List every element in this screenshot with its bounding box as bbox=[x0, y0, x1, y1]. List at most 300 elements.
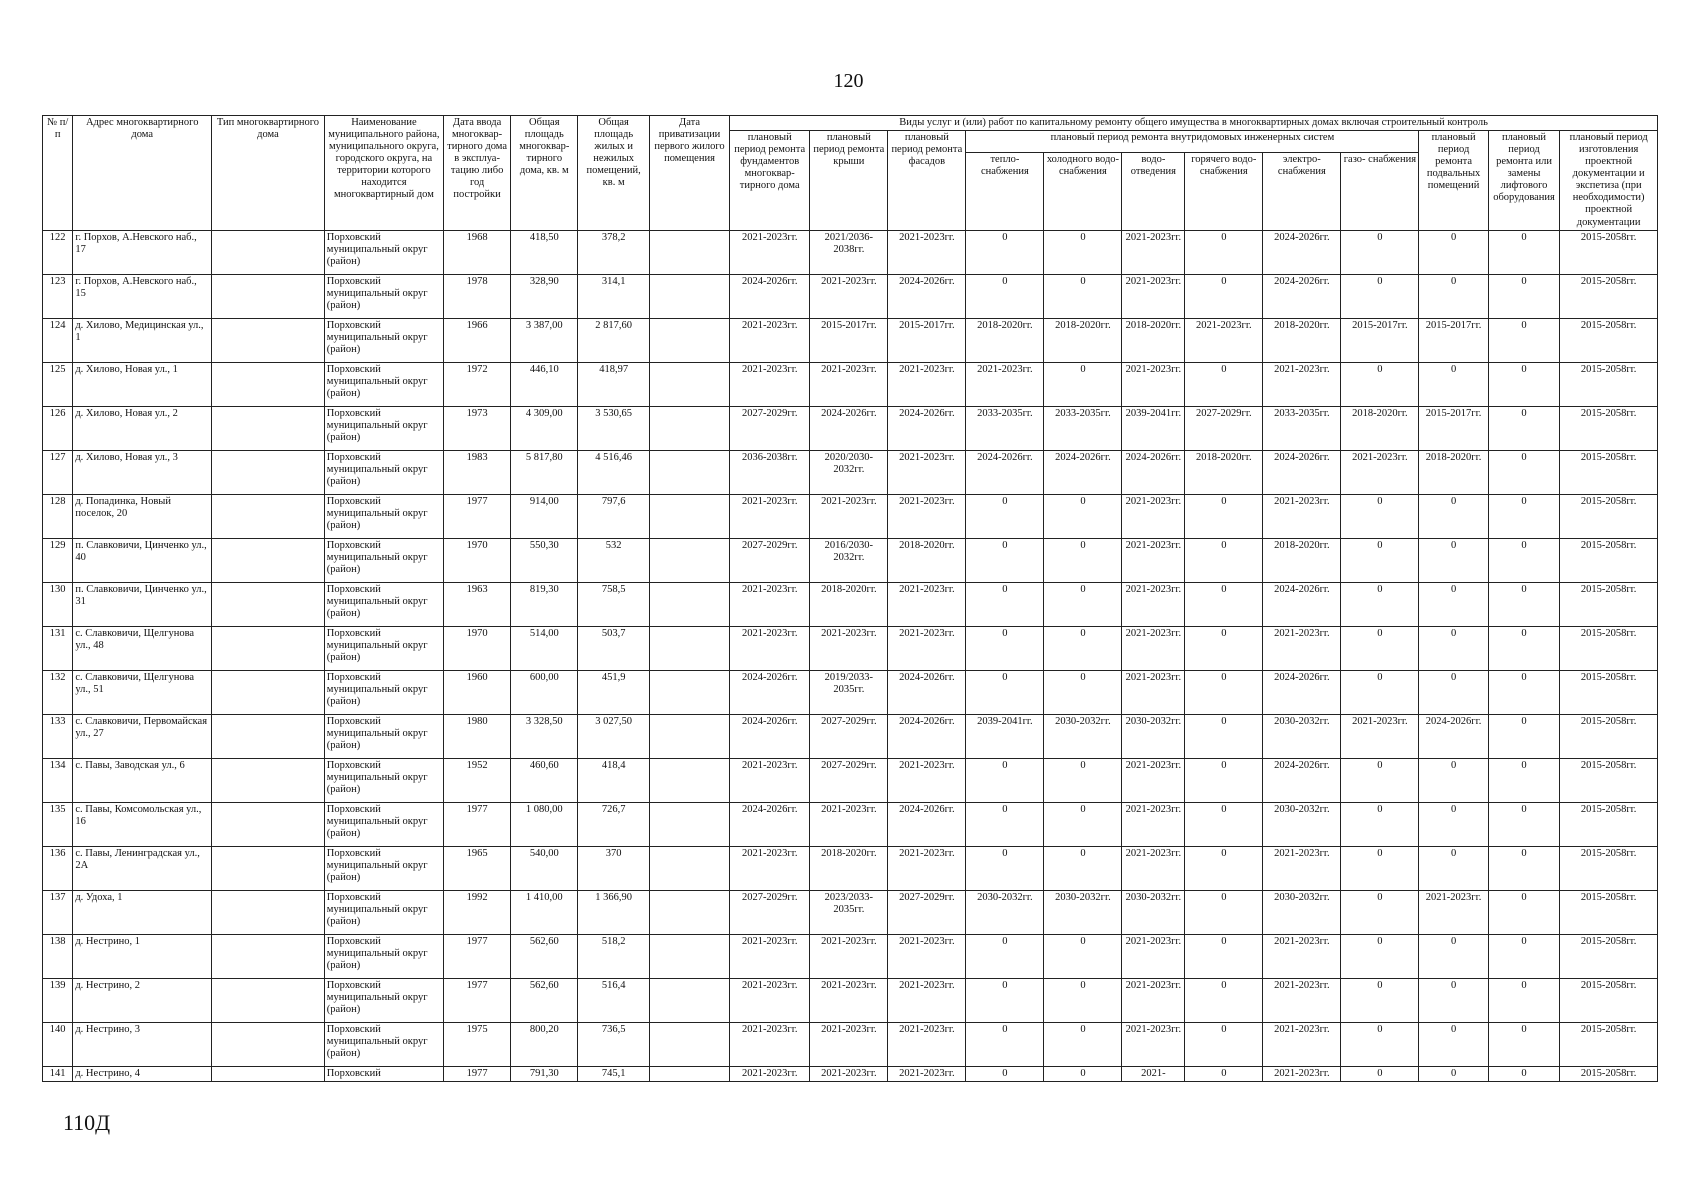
gas-cell: 2015-2017гг. bbox=[1341, 318, 1419, 362]
drainage-cell: 2030-2032гг. bbox=[1122, 890, 1185, 934]
hot-water-cell: 0 bbox=[1185, 538, 1263, 582]
gas-cell: 0 bbox=[1341, 538, 1419, 582]
year-cell: 1966 bbox=[444, 318, 511, 362]
facade-cell: 2024-2026гг. bbox=[888, 670, 966, 714]
roof-cell: 2021-2023гг. bbox=[810, 934, 888, 978]
district-cell: Порховский муниципальный округ (район) bbox=[324, 846, 443, 890]
living-area-cell: 726,7 bbox=[578, 802, 650, 846]
drainage-cell: 2021-2023гг. bbox=[1122, 538, 1185, 582]
basement-cell: 0 bbox=[1419, 362, 1488, 406]
facade-cell: 2021-2023гг. bbox=[888, 494, 966, 538]
header-gas: газо- снабжения bbox=[1341, 152, 1419, 230]
address-cell: п. Славковичи, Цинченко ул., 31 bbox=[73, 582, 212, 626]
year-cell: 1977 bbox=[444, 978, 511, 1022]
facade-cell: 2027-2029гг. bbox=[888, 890, 966, 934]
heat-cell: 0 bbox=[966, 626, 1044, 670]
cold-water-cell: 0 bbox=[1044, 934, 1122, 978]
hot-water-cell: 0 bbox=[1185, 582, 1263, 626]
project-docs-cell: 2015-2058гг. bbox=[1560, 582, 1658, 626]
electric-cell: 2030-2032гг. bbox=[1263, 890, 1341, 934]
row-number: 122 bbox=[43, 230, 73, 274]
electric-cell: 2021-2023гг. bbox=[1263, 494, 1341, 538]
electric-cell: 2021-2023гг. bbox=[1263, 978, 1341, 1022]
header-elevator: плановый период ремонта или замены лифтового оборудования bbox=[1488, 131, 1560, 231]
elevator-cell: 0 bbox=[1488, 802, 1560, 846]
foundation-cell: 2021-2023гг. bbox=[730, 1066, 810, 1081]
privatization-cell bbox=[649, 714, 729, 758]
district-cell: Порховский муниципальный округ (район) bbox=[324, 582, 443, 626]
project-docs-cell: 2015-2058гг. bbox=[1560, 802, 1658, 846]
hot-water-cell: 0 bbox=[1185, 802, 1263, 846]
foundation-cell: 2024-2026гг. bbox=[730, 714, 810, 758]
foundation-cell: 2021-2023гг. bbox=[730, 626, 810, 670]
header-num: № п/п bbox=[43, 116, 73, 231]
heat-cell: 0 bbox=[966, 1066, 1044, 1081]
roof-cell: 2020/2030-2032гг. bbox=[810, 450, 888, 494]
year-cell: 1977 bbox=[444, 494, 511, 538]
heat-cell: 0 bbox=[966, 230, 1044, 274]
hot-water-cell: 0 bbox=[1185, 670, 1263, 714]
living-area-cell: 1 366,90 bbox=[578, 890, 650, 934]
type-cell bbox=[212, 582, 325, 626]
elevator-cell: 0 bbox=[1488, 274, 1560, 318]
living-area-cell: 518,2 bbox=[578, 934, 650, 978]
hot-water-cell: 2021-2023гг. bbox=[1185, 318, 1263, 362]
row-number: 124 bbox=[43, 318, 73, 362]
footer-code: 110Д bbox=[63, 1110, 111, 1135]
district-cell: Порховский муниципальный округ (район) bbox=[324, 758, 443, 802]
foundation-cell: 2021-2023гг. bbox=[730, 1022, 810, 1066]
type-cell bbox=[212, 1066, 325, 1081]
table-row bbox=[43, 318, 1658, 362]
facade-cell: 2021-2023гг. bbox=[888, 978, 966, 1022]
project-docs-cell: 2015-2058гг. bbox=[1560, 846, 1658, 890]
basement-cell: 0 bbox=[1419, 274, 1488, 318]
roof-cell: 2021/2036-2038гг. bbox=[810, 230, 888, 274]
elevator-cell: 0 bbox=[1488, 626, 1560, 670]
type-cell bbox=[212, 934, 325, 978]
facade-cell: 2024-2026гг. bbox=[888, 274, 966, 318]
total-area-cell: 1 080,00 bbox=[511, 802, 578, 846]
roof-cell: 2023/2033-2035гг. bbox=[810, 890, 888, 934]
address-cell: г. Порхов, А.Невского наб., 15 bbox=[73, 274, 212, 318]
heat-cell: 0 bbox=[966, 758, 1044, 802]
year-cell: 1977 bbox=[444, 802, 511, 846]
privatization-cell bbox=[649, 846, 729, 890]
row-number: 141 bbox=[43, 1066, 73, 1081]
hot-water-cell: 0 bbox=[1185, 626, 1263, 670]
facade-cell: 2021-2023гг. bbox=[888, 362, 966, 406]
heat-cell: 0 bbox=[966, 978, 1044, 1022]
elevator-cell: 0 bbox=[1488, 362, 1560, 406]
header-works-group: Виды услуг и (или) работ по капитальному ремонту общего имущества в многоквартирных домах включая строительный контроль bbox=[730, 116, 1658, 131]
type-cell bbox=[212, 670, 325, 714]
elevator-cell: 0 bbox=[1488, 1022, 1560, 1066]
privatization-cell bbox=[649, 362, 729, 406]
drainage-cell: 2021-2023гг. bbox=[1122, 230, 1185, 274]
hot-water-cell: 0 bbox=[1185, 978, 1263, 1022]
elevator-cell: 0 bbox=[1488, 670, 1560, 714]
cold-water-cell: 0 bbox=[1044, 1066, 1122, 1081]
total-area-cell: 446,10 bbox=[511, 362, 578, 406]
hot-water-cell: 2018-2020гг. bbox=[1185, 450, 1263, 494]
facade-cell: 2021-2023гг. bbox=[888, 582, 966, 626]
table-row bbox=[43, 978, 1658, 1022]
drainage-cell: 2021-2023гг. bbox=[1122, 1022, 1185, 1066]
privatization-cell bbox=[649, 934, 729, 978]
cold-water-cell: 2033-2035гг. bbox=[1044, 406, 1122, 450]
drainage-cell: 2018-2020гг. bbox=[1122, 318, 1185, 362]
facade-cell: 2021-2023гг. bbox=[888, 626, 966, 670]
drainage-cell: 2021-2023гг. bbox=[1122, 758, 1185, 802]
row-number: 123 bbox=[43, 274, 73, 318]
elevator-cell: 0 bbox=[1488, 934, 1560, 978]
district-cell: Порховский муниципальный округ (район) bbox=[324, 802, 443, 846]
hot-water-cell: 0 bbox=[1185, 274, 1263, 318]
type-cell bbox=[212, 494, 325, 538]
living-area-cell: 314,1 bbox=[578, 274, 650, 318]
page-number: 120 bbox=[833, 70, 864, 92]
cold-water-cell: 2018-2020гг. bbox=[1044, 318, 1122, 362]
roof-cell: 2016/2030-2032гг. bbox=[810, 538, 888, 582]
row-number: 129 bbox=[43, 538, 73, 582]
facade-cell: 2021-2023гг. bbox=[888, 1022, 966, 1066]
drainage-cell: 2021-2023гг. bbox=[1122, 582, 1185, 626]
year-cell: 1960 bbox=[444, 670, 511, 714]
living-area-cell: 3 027,50 bbox=[578, 714, 650, 758]
living-area-cell: 370 bbox=[578, 846, 650, 890]
foundation-cell: 2027-2029гг. bbox=[730, 890, 810, 934]
header-facade: плановый период ремонта фасадов bbox=[888, 131, 966, 231]
hot-water-cell: 0 bbox=[1185, 494, 1263, 538]
cold-water-cell: 0 bbox=[1044, 362, 1122, 406]
hot-water-cell: 2027-2029гг. bbox=[1185, 406, 1263, 450]
table-row bbox=[43, 230, 1658, 274]
basement-cell: 2015-2017гг. bbox=[1419, 406, 1488, 450]
row-number: 138 bbox=[43, 934, 73, 978]
privatization-cell bbox=[649, 758, 729, 802]
living-area-cell: 418,4 bbox=[578, 758, 650, 802]
roof-cell: 2021-2023гг. bbox=[810, 978, 888, 1022]
total-area-cell: 3 387,00 bbox=[511, 318, 578, 362]
total-area-cell: 540,00 bbox=[511, 846, 578, 890]
district-cell: Порховский муниципальный округ (район) bbox=[324, 670, 443, 714]
hot-water-cell: 0 bbox=[1185, 714, 1263, 758]
address-cell: д. Удоха, 1 bbox=[73, 890, 212, 934]
elevator-cell: 0 bbox=[1488, 230, 1560, 274]
row-number: 133 bbox=[43, 714, 73, 758]
address-cell: г. Порхов, А.Невского наб., 17 bbox=[73, 230, 212, 274]
roof-cell: 2027-2029гг. bbox=[810, 714, 888, 758]
foundation-cell: 2036-2038гг. bbox=[730, 450, 810, 494]
privatization-cell bbox=[649, 450, 729, 494]
elevator-cell: 0 bbox=[1488, 714, 1560, 758]
electric-cell: 2018-2020гг. bbox=[1263, 538, 1341, 582]
gas-cell: 0 bbox=[1341, 670, 1419, 714]
address-cell: с. Славковичи, Щелгунова ул., 51 bbox=[73, 670, 212, 714]
heat-cell: 0 bbox=[966, 846, 1044, 890]
gas-cell: 2018-2020гг. bbox=[1341, 406, 1419, 450]
gas-cell: 2021-2023гг. bbox=[1341, 450, 1419, 494]
roof-cell: 2021-2023гг. bbox=[810, 1022, 888, 1066]
year-cell: 1992 bbox=[444, 890, 511, 934]
heat-cell: 2018-2020гг. bbox=[966, 318, 1044, 362]
type-cell bbox=[212, 450, 325, 494]
district-cell: Порховский муниципальный округ (район) bbox=[324, 934, 443, 978]
address-cell: п. Славковичи, Цинченко ул., 40 bbox=[73, 538, 212, 582]
elevator-cell: 0 bbox=[1488, 846, 1560, 890]
total-area-cell: 550,30 bbox=[511, 538, 578, 582]
basement-cell: 2018-2020гг. bbox=[1419, 450, 1488, 494]
roof-cell: 2021-2023гг. bbox=[810, 362, 888, 406]
privatization-cell bbox=[649, 1066, 729, 1081]
heat-cell: 0 bbox=[966, 494, 1044, 538]
header-cold-water: холодного водо- снабжения bbox=[1044, 152, 1122, 230]
electric-cell: 2024-2026гг. bbox=[1263, 582, 1341, 626]
year-cell: 1963 bbox=[444, 582, 511, 626]
cold-water-cell: 0 bbox=[1044, 494, 1122, 538]
year-cell: 1965 bbox=[444, 846, 511, 890]
project-docs-cell: 2015-2058гг. bbox=[1560, 758, 1658, 802]
living-area-cell: 516,4 bbox=[578, 978, 650, 1022]
heat-cell: 2039-2041гг. bbox=[966, 714, 1044, 758]
table-row bbox=[43, 934, 1658, 978]
row-number: 126 bbox=[43, 406, 73, 450]
facade-cell: 2021-2023гг. bbox=[888, 846, 966, 890]
electric-cell: 2021-2023гг. bbox=[1263, 846, 1341, 890]
type-cell bbox=[212, 1022, 325, 1066]
gas-cell: 0 bbox=[1341, 934, 1419, 978]
type-cell bbox=[212, 626, 325, 670]
facade-cell: 2021-2023гг. bbox=[888, 450, 966, 494]
cold-water-cell: 0 bbox=[1044, 670, 1122, 714]
privatization-cell bbox=[649, 626, 729, 670]
total-area-cell: 600,00 bbox=[511, 670, 578, 714]
basement-cell: 0 bbox=[1419, 494, 1488, 538]
electric-cell: 2024-2026гг. bbox=[1263, 230, 1341, 274]
address-cell: д. Нестрино, 3 bbox=[73, 1022, 212, 1066]
row-number: 130 bbox=[43, 582, 73, 626]
living-area-cell: 378,2 bbox=[578, 230, 650, 274]
elevator-cell: 0 bbox=[1488, 450, 1560, 494]
facade-cell: 2021-2023гг. bbox=[888, 934, 966, 978]
project-docs-cell: 2015-2058гг. bbox=[1560, 934, 1658, 978]
privatization-cell bbox=[649, 406, 729, 450]
living-area-cell: 451,9 bbox=[578, 670, 650, 714]
type-cell bbox=[212, 230, 325, 274]
address-cell: д. Хилово, Новая ул., 1 bbox=[73, 362, 212, 406]
heat-cell: 2024-2026гг. bbox=[966, 450, 1044, 494]
table-row bbox=[43, 538, 1658, 582]
address-cell: д. Хилово, Новая ул., 3 bbox=[73, 450, 212, 494]
foundation-cell: 2027-2029гг. bbox=[730, 538, 810, 582]
drainage-cell: 2021-2023гг. bbox=[1122, 978, 1185, 1022]
hot-water-cell: 0 bbox=[1185, 230, 1263, 274]
address-cell: д. Нестрино, 2 bbox=[73, 978, 212, 1022]
district-cell: Порховский муниципальный округ (район) bbox=[324, 318, 443, 362]
foundation-cell: 2021-2023гг. bbox=[730, 230, 810, 274]
district-cell: Порховский муниципальный округ (район) bbox=[324, 538, 443, 582]
address-cell: д. Хилово, Новая ул., 2 bbox=[73, 406, 212, 450]
foundation-cell: 2024-2026гг. bbox=[730, 802, 810, 846]
drainage-cell: 2021-2023гг. bbox=[1122, 802, 1185, 846]
total-area-cell: 514,00 bbox=[511, 626, 578, 670]
year-cell: 1977 bbox=[444, 934, 511, 978]
gas-cell: 0 bbox=[1341, 274, 1419, 318]
cold-water-cell: 2030-2032гг. bbox=[1044, 714, 1122, 758]
basement-cell: 0 bbox=[1419, 758, 1488, 802]
privatization-cell bbox=[649, 802, 729, 846]
electric-cell: 2018-2020гг. bbox=[1263, 318, 1341, 362]
cold-water-cell: 0 bbox=[1044, 846, 1122, 890]
type-cell bbox=[212, 802, 325, 846]
header-roof: плановый период ремонта крыши bbox=[810, 131, 888, 231]
table-row bbox=[43, 890, 1658, 934]
header-basement: плановый период ремонта подвальных помещений bbox=[1419, 131, 1488, 231]
roof-cell: 2021-2023гг. bbox=[810, 802, 888, 846]
roof-cell: 2027-2029гг. bbox=[810, 758, 888, 802]
privatization-cell bbox=[649, 538, 729, 582]
header-commission: Дата ввода многоквар- тирного дома в эксплуа- тацию либо год постройки bbox=[444, 116, 511, 231]
table-row bbox=[43, 582, 1658, 626]
cold-water-cell: 0 bbox=[1044, 978, 1122, 1022]
facade-cell: 2021-2023гг. bbox=[888, 1066, 966, 1081]
electric-cell: 2021-2023гг. bbox=[1263, 1022, 1341, 1066]
header-hot-water: горячего водо- снабжения bbox=[1185, 152, 1263, 230]
row-number: 132 bbox=[43, 670, 73, 714]
table-row bbox=[43, 362, 1658, 406]
elevator-cell: 0 bbox=[1488, 318, 1560, 362]
foundation-cell: 2021-2023гг. bbox=[730, 362, 810, 406]
type-cell bbox=[212, 890, 325, 934]
facade-cell: 2021-2023гг. bbox=[888, 758, 966, 802]
total-area-cell: 328,90 bbox=[511, 274, 578, 318]
drainage-cell: 2024-2026гг. bbox=[1122, 450, 1185, 494]
facade-cell: 2015-2017гг. bbox=[888, 318, 966, 362]
foundation-cell: 2021-2023гг. bbox=[730, 846, 810, 890]
elevator-cell: 0 bbox=[1488, 1066, 1560, 1081]
gas-cell: 0 bbox=[1341, 1022, 1419, 1066]
table-row bbox=[43, 714, 1658, 758]
foundation-cell: 2021-2023гг. bbox=[730, 978, 810, 1022]
address-cell: с. Славковичи, Первомайская ул., 27 bbox=[73, 714, 212, 758]
drainage-cell: 2021-2023гг. bbox=[1122, 494, 1185, 538]
row-number: 127 bbox=[43, 450, 73, 494]
row-number: 139 bbox=[43, 978, 73, 1022]
foundation-cell: 2021-2023гг. bbox=[730, 494, 810, 538]
electric-cell: 2021-2023гг. bbox=[1263, 1066, 1341, 1081]
header-foundation: плановый период ремонта фундаментов многоквар- тирного дома bbox=[730, 131, 810, 231]
type-cell bbox=[212, 406, 325, 450]
project-docs-cell: 2015-2058гг. bbox=[1560, 670, 1658, 714]
hot-water-cell: 0 bbox=[1185, 1022, 1263, 1066]
basement-cell: 0 bbox=[1419, 582, 1488, 626]
roof-cell: 2015-2017гг. bbox=[810, 318, 888, 362]
address-cell: д. Нестрино, 4 bbox=[73, 1066, 212, 1081]
district-cell: Порховский муниципальный округ (район) bbox=[324, 406, 443, 450]
electric-cell: 2024-2026гг. bbox=[1263, 450, 1341, 494]
electric-cell: 2024-2026гг. bbox=[1263, 670, 1341, 714]
privatization-cell bbox=[649, 670, 729, 714]
address-cell: с. Славковичи, Щелгунова ул., 48 bbox=[73, 626, 212, 670]
district-cell: Порховский муниципальный округ (район) bbox=[324, 890, 443, 934]
privatization-cell bbox=[649, 494, 729, 538]
hot-water-cell: 0 bbox=[1185, 846, 1263, 890]
table-row bbox=[43, 626, 1658, 670]
privatization-cell bbox=[649, 890, 729, 934]
total-area-cell: 3 328,50 bbox=[511, 714, 578, 758]
foundation-cell: 2027-2029гг. bbox=[730, 406, 810, 450]
privatization-cell bbox=[649, 582, 729, 626]
electric-cell: 2021-2023гг. bbox=[1263, 626, 1341, 670]
project-docs-cell: 2015-2058гг. bbox=[1560, 1022, 1658, 1066]
address-cell: с. Павы, Заводская ул., 6 bbox=[73, 758, 212, 802]
total-area-cell: 562,60 bbox=[511, 934, 578, 978]
facade-cell: 2024-2026гг. bbox=[888, 802, 966, 846]
living-area-cell: 745,1 bbox=[578, 1066, 650, 1081]
project-docs-cell: 2015-2058гг. bbox=[1560, 890, 1658, 934]
year-cell: 1952 bbox=[444, 758, 511, 802]
table-row bbox=[43, 406, 1658, 450]
living-area-cell: 758,5 bbox=[578, 582, 650, 626]
total-area-cell: 562,60 bbox=[511, 978, 578, 1022]
living-area-cell: 418,97 bbox=[578, 362, 650, 406]
table-row bbox=[43, 274, 1658, 318]
header-electric: электро- снабжения bbox=[1263, 152, 1341, 230]
basement-cell: 0 bbox=[1419, 934, 1488, 978]
project-docs-cell: 2015-2058гг. bbox=[1560, 626, 1658, 670]
cold-water-cell: 0 bbox=[1044, 626, 1122, 670]
cold-water-cell: 2030-2032гг. bbox=[1044, 890, 1122, 934]
facade-cell: 2021-2023гг. bbox=[888, 230, 966, 274]
year-cell: 1980 bbox=[444, 714, 511, 758]
heat-cell: 0 bbox=[966, 582, 1044, 626]
foundation-cell: 2021-2023гг. bbox=[730, 758, 810, 802]
living-area-cell: 4 516,46 bbox=[578, 450, 650, 494]
heat-cell: 0 bbox=[966, 802, 1044, 846]
living-area-cell: 503,7 bbox=[578, 626, 650, 670]
header-project-docs: плановый период изготовления проектной документации и экспетиза (при необходимости) проектной документации bbox=[1560, 131, 1658, 231]
district-cell: Порховский муниципальный округ (район) bbox=[324, 714, 443, 758]
row-number: 137 bbox=[43, 890, 73, 934]
living-area-cell: 532 bbox=[578, 538, 650, 582]
year-cell: 1978 bbox=[444, 274, 511, 318]
type-cell bbox=[212, 714, 325, 758]
total-area-cell: 5 817,80 bbox=[511, 450, 578, 494]
hot-water-cell: 0 bbox=[1185, 934, 1263, 978]
foundation-cell: 2021-2023гг. bbox=[730, 318, 810, 362]
district-cell: Порховский bbox=[324, 1066, 443, 1081]
drainage-cell: 2021-2023гг. bbox=[1122, 274, 1185, 318]
electric-cell: 2021-2023гг. bbox=[1263, 934, 1341, 978]
basement-cell: 0 bbox=[1419, 1022, 1488, 1066]
header-district: Наименование муниципального района, муниципального округа, городского округа, на территории которого находится многоквартирный дом bbox=[324, 116, 443, 231]
roof-cell: 2019/2033-2035гг. bbox=[810, 670, 888, 714]
gas-cell: 0 bbox=[1341, 582, 1419, 626]
gas-cell: 0 bbox=[1341, 846, 1419, 890]
total-area-cell: 800,20 bbox=[511, 1022, 578, 1066]
project-docs-cell: 2015-2058гг. bbox=[1560, 1066, 1658, 1081]
year-cell: 1973 bbox=[444, 406, 511, 450]
total-area-cell: 418,50 bbox=[511, 230, 578, 274]
electric-cell: 2030-2032гг. bbox=[1263, 802, 1341, 846]
privatization-cell bbox=[649, 318, 729, 362]
basement-cell: 0 bbox=[1419, 846, 1488, 890]
drainage-cell: 2021-2023гг. bbox=[1122, 626, 1185, 670]
drainage-cell: 2039-2041гг. bbox=[1122, 406, 1185, 450]
roof-cell: 2021-2023гг. bbox=[810, 274, 888, 318]
district-cell: Порховский муниципальный округ (район) bbox=[324, 626, 443, 670]
